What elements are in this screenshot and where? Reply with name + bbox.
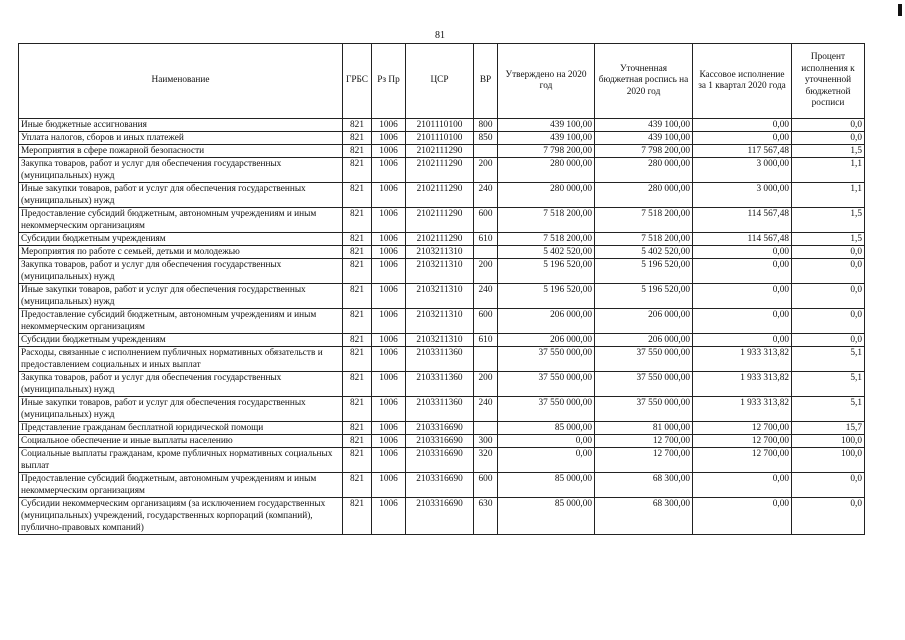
- cell-refined: 37 550 000,00: [595, 397, 693, 422]
- cell-cash: 0,00: [693, 119, 792, 132]
- cell-percent: 0,0: [792, 132, 865, 145]
- table-body: [19, 119, 865, 535]
- header-grbs: ГРБС: [343, 44, 372, 119]
- cell-percent: 1,5: [792, 145, 865, 158]
- cell-vr: 850: [474, 132, 498, 145]
- cell-name: Закупка товаров, работ и услуг для обеспечения государственных (муниципальных) нужд: [19, 372, 343, 397]
- header-refined: Уточненная бюджетная роспись на 2020 год: [595, 44, 693, 119]
- cell-refined: 7 518 200,00: [595, 208, 693, 233]
- cell-percent: 0,0: [792, 284, 865, 309]
- cell-name: Социальные выплаты гражданам, кроме публичных нормативных социальных выплат: [19, 448, 343, 473]
- table-row: [19, 119, 865, 132]
- cell-grbs: 821: [343, 334, 372, 347]
- cell-cash: 3 000,00: [693, 158, 792, 183]
- cell-csr: 2102111290: [406, 233, 474, 246]
- cell-csr: 2103311360: [406, 397, 474, 422]
- cell-rzpr: 1006: [372, 372, 406, 397]
- cell-name: Предоставление субсидий бюджетным, автономным учреждениям и иным некоммерческим организациям: [19, 473, 343, 498]
- cell-rzpr: 1006: [372, 422, 406, 435]
- cell-vr: 600: [474, 208, 498, 233]
- cell-csr: 2101110100: [406, 119, 474, 132]
- cell-approved: 206 000,00: [498, 334, 595, 347]
- cell-vr: 240: [474, 284, 498, 309]
- cell-approved: 280 000,00: [498, 183, 595, 208]
- cell-vr: 600: [474, 473, 498, 498]
- cell-grbs: 821: [343, 284, 372, 309]
- cell-cash: 0,00: [693, 334, 792, 347]
- cell-name: Субсидии бюджетным учреждениям: [19, 334, 343, 347]
- cell-rzpr: 1006: [372, 448, 406, 473]
- cell-name: Субсидии бюджетным учреждениям: [19, 233, 343, 246]
- cell-rzpr: 1006: [372, 132, 406, 145]
- cell-refined: 280 000,00: [595, 158, 693, 183]
- cell-vr: [474, 246, 498, 259]
- cell-rzpr: 1006: [372, 259, 406, 284]
- cell-refined: 7 798 200,00: [595, 145, 693, 158]
- cell-name: Социальное обеспечение и иные выплаты населению: [19, 435, 343, 448]
- cell-rzpr: 1006: [372, 334, 406, 347]
- cell-approved: 439 100,00: [498, 119, 595, 132]
- cell-percent: 100,0: [792, 435, 865, 448]
- cell-approved: 280 000,00: [498, 158, 595, 183]
- cell-rzpr: 1006: [372, 284, 406, 309]
- cell-csr: 2103316690: [406, 473, 474, 498]
- cell-cash: 1 933 313,82: [693, 347, 792, 372]
- cell-vr: 200: [474, 259, 498, 284]
- cell-grbs: 821: [343, 119, 372, 132]
- cell-name: Закупка товаров, работ и услуг для обеспечения государственных (муниципальных) нужд: [19, 259, 343, 284]
- budget-execution-table: [18, 43, 865, 535]
- cell-csr: 2102111290: [406, 183, 474, 208]
- cell-grbs: 821: [343, 145, 372, 158]
- cell-cash: 12 700,00: [693, 435, 792, 448]
- header-approved: Утверждено на 2020 год: [498, 44, 595, 119]
- cell-approved: 7 518 200,00: [498, 233, 595, 246]
- cell-cash: 0,00: [693, 498, 792, 535]
- table-row: [19, 498, 865, 535]
- table-row: [19, 422, 865, 435]
- cell-percent: 1,1: [792, 183, 865, 208]
- cell-csr: 2101110100: [406, 132, 474, 145]
- cell-grbs: 821: [343, 498, 372, 535]
- cell-grbs: 821: [343, 435, 372, 448]
- cell-csr: 2103311360: [406, 372, 474, 397]
- cell-csr: 2103316690: [406, 435, 474, 448]
- cell-percent: 0,0: [792, 473, 865, 498]
- cell-approved: 37 550 000,00: [498, 372, 595, 397]
- cell-refined: 439 100,00: [595, 119, 693, 132]
- cell-cash: 12 700,00: [693, 448, 792, 473]
- cell-rzpr: 1006: [372, 347, 406, 372]
- cell-percent: 5,1: [792, 347, 865, 372]
- cell-csr: 2103316690: [406, 448, 474, 473]
- cell-cash: 0,00: [693, 246, 792, 259]
- page-number: 81: [435, 30, 445, 41]
- cell-percent: 0,0: [792, 498, 865, 535]
- cell-cash: 3 000,00: [693, 183, 792, 208]
- table-row: [19, 309, 865, 334]
- cell-name: Расходы, связанные с исполнением публичных нормативных обязательств и предоставлением социальных и иных выплат: [19, 347, 343, 372]
- cell-rzpr: 1006: [372, 233, 406, 246]
- cell-grbs: 821: [343, 372, 372, 397]
- cell-cash: 117 567,48: [693, 145, 792, 158]
- table-row: [19, 208, 865, 233]
- cell-grbs: 821: [343, 208, 372, 233]
- cell-refined: 5 402 520,00: [595, 246, 693, 259]
- cell-percent: 100,0: [792, 448, 865, 473]
- cell-name: Субсидии некоммерческим организациям (за исключением государственных (муниципальных) учреждений, государственных корпораций (компаний), публично-правовых компаний): [19, 498, 343, 535]
- cell-name: Иные закупки товаров, работ и услуг для обеспечения государственных (муниципальных) нужд: [19, 183, 343, 208]
- cell-refined: 12 700,00: [595, 435, 693, 448]
- cell-name: Мероприятия в сфере пожарной безопасности: [19, 145, 343, 158]
- cell-rzpr: 1006: [372, 208, 406, 233]
- cell-approved: 37 550 000,00: [498, 397, 595, 422]
- scan-edge-mark: [898, 4, 902, 16]
- cell-vr: [474, 422, 498, 435]
- table-row: [19, 448, 865, 473]
- cell-grbs: 821: [343, 259, 372, 284]
- cell-name: Иные закупки товаров, работ и услуг для обеспечения государственных (муниципальных) нужд: [19, 397, 343, 422]
- cell-approved: 7 798 200,00: [498, 145, 595, 158]
- cell-rzpr: 1006: [372, 498, 406, 535]
- cell-csr: 2103211310: [406, 246, 474, 259]
- cell-grbs: 821: [343, 347, 372, 372]
- cell-grbs: 821: [343, 158, 372, 183]
- cell-name: Предоставление субсидий бюджетным, автономным учреждениям и иным некоммерческим организациям: [19, 309, 343, 334]
- header-rzpr: Рз Пр: [372, 44, 406, 119]
- table-row: [19, 183, 865, 208]
- cell-vr: [474, 347, 498, 372]
- cell-rzpr: 1006: [372, 119, 406, 132]
- cell-rzpr: 1006: [372, 397, 406, 422]
- cell-approved: 5 402 520,00: [498, 246, 595, 259]
- header-vr: ВР: [474, 44, 498, 119]
- cell-rzpr: 1006: [372, 435, 406, 448]
- cell-cash: 114 567,48: [693, 233, 792, 246]
- cell-grbs: 821: [343, 397, 372, 422]
- table-row: [19, 435, 865, 448]
- cell-percent: 1,1: [792, 158, 865, 183]
- cell-refined: 37 550 000,00: [595, 347, 693, 372]
- table-row: [19, 372, 865, 397]
- cell-vr: [474, 145, 498, 158]
- cell-approved: 5 196 520,00: [498, 259, 595, 284]
- cell-grbs: 821: [343, 233, 372, 246]
- cell-approved: 7 518 200,00: [498, 208, 595, 233]
- cell-vr: 200: [474, 158, 498, 183]
- cell-name: Представление гражданам бесплатной юридической помощи: [19, 422, 343, 435]
- cell-approved: 85 000,00: [498, 498, 595, 535]
- cell-rzpr: 1006: [372, 183, 406, 208]
- cell-cash: 12 700,00: [693, 422, 792, 435]
- cell-csr: 2103211310: [406, 334, 474, 347]
- cell-csr: 2103316690: [406, 498, 474, 535]
- table-row: [19, 158, 865, 183]
- cell-refined: 206 000,00: [595, 334, 693, 347]
- cell-csr: 2102111290: [406, 158, 474, 183]
- cell-name: Иные закупки товаров, работ и услуг для обеспечения государственных (муниципальных) нужд: [19, 284, 343, 309]
- header-csr: ЦСР: [406, 44, 474, 119]
- cell-percent: 1,5: [792, 233, 865, 246]
- cell-vr: 240: [474, 397, 498, 422]
- cell-approved: 0,00: [498, 435, 595, 448]
- cell-percent: 0,0: [792, 246, 865, 259]
- cell-percent: 5,1: [792, 372, 865, 397]
- cell-grbs: 821: [343, 309, 372, 334]
- table-row: [19, 233, 865, 246]
- cell-grbs: 821: [343, 448, 372, 473]
- cell-approved: 206 000,00: [498, 309, 595, 334]
- table-header-row: [19, 44, 865, 119]
- cell-percent: 1,5: [792, 208, 865, 233]
- table-row: [19, 145, 865, 158]
- cell-name: Иные бюджетные ассигнования: [19, 119, 343, 132]
- cell-cash: 114 567,48: [693, 208, 792, 233]
- cell-refined: 68 300,00: [595, 473, 693, 498]
- table-row: [19, 397, 865, 422]
- cell-grbs: 821: [343, 246, 372, 259]
- cell-percent: 0,0: [792, 259, 865, 284]
- cell-approved: 0,00: [498, 448, 595, 473]
- cell-cash: 0,00: [693, 132, 792, 145]
- cell-cash: 1 933 313,82: [693, 397, 792, 422]
- cell-rzpr: 1006: [372, 309, 406, 334]
- cell-refined: 37 550 000,00: [595, 372, 693, 397]
- cell-cash: 0,00: [693, 309, 792, 334]
- cell-rzpr: 1006: [372, 145, 406, 158]
- cell-rzpr: 1006: [372, 246, 406, 259]
- header-cash: Кассовое исполнение за 1 квартал 2020 года: [693, 44, 792, 119]
- table-row: [19, 473, 865, 498]
- cell-approved: 439 100,00: [498, 132, 595, 145]
- cell-vr: 300: [474, 435, 498, 448]
- table-row: [19, 259, 865, 284]
- cell-refined: 5 196 520,00: [595, 259, 693, 284]
- cell-approved: 37 550 000,00: [498, 347, 595, 372]
- cell-csr: 2103316690: [406, 422, 474, 435]
- cell-refined: 81 000,00: [595, 422, 693, 435]
- cell-vr: 630: [474, 498, 498, 535]
- cell-csr: 2103211310: [406, 284, 474, 309]
- cell-vr: 600: [474, 309, 498, 334]
- cell-vr: 320: [474, 448, 498, 473]
- cell-cash: 0,00: [693, 284, 792, 309]
- cell-grbs: 821: [343, 422, 372, 435]
- cell-refined: 439 100,00: [595, 132, 693, 145]
- cell-csr: 2103311360: [406, 347, 474, 372]
- header-percent: Процент исполнения к уточненной бюджетной росписи: [792, 44, 865, 119]
- table-row: [19, 284, 865, 309]
- cell-csr: 2103211310: [406, 309, 474, 334]
- cell-approved: 85 000,00: [498, 473, 595, 498]
- table-row: [19, 347, 865, 372]
- cell-grbs: 821: [343, 183, 372, 208]
- cell-vr: 610: [474, 334, 498, 347]
- cell-name: Предоставление субсидий бюджетным, автономным учреждениям и иным некоммерческим организациям: [19, 208, 343, 233]
- cell-cash: 0,00: [693, 473, 792, 498]
- cell-refined: 5 196 520,00: [595, 284, 693, 309]
- cell-vr: 610: [474, 233, 498, 246]
- cell-vr: 800: [474, 119, 498, 132]
- cell-percent: 5,1: [792, 397, 865, 422]
- cell-refined: 68 300,00: [595, 498, 693, 535]
- cell-name: Мероприятия по работе с семьей, детьми и молодежью: [19, 246, 343, 259]
- cell-rzpr: 1006: [372, 158, 406, 183]
- table-row: [19, 246, 865, 259]
- cell-percent: 0,0: [792, 334, 865, 347]
- cell-approved: 85 000,00: [498, 422, 595, 435]
- cell-approved: 5 196 520,00: [498, 284, 595, 309]
- cell-percent: 0,0: [792, 119, 865, 132]
- cell-percent: 15,7: [792, 422, 865, 435]
- cell-csr: 2102111290: [406, 145, 474, 158]
- cell-name: Уплата налогов, сборов и иных платежей: [19, 132, 343, 145]
- cell-rzpr: 1006: [372, 473, 406, 498]
- cell-refined: 7 518 200,00: [595, 233, 693, 246]
- cell-grbs: 821: [343, 132, 372, 145]
- cell-csr: 2103211310: [406, 259, 474, 284]
- cell-vr: 200: [474, 372, 498, 397]
- cell-cash: 0,00: [693, 259, 792, 284]
- cell-vr: 240: [474, 183, 498, 208]
- cell-grbs: 821: [343, 473, 372, 498]
- cell-name: Закупка товаров, работ и услуг для обеспечения государственных (муниципальных) нужд: [19, 158, 343, 183]
- table-row: [19, 132, 865, 145]
- table-row: [19, 334, 865, 347]
- cell-csr: 2102111290: [406, 208, 474, 233]
- cell-refined: 206 000,00: [595, 309, 693, 334]
- cell-refined: 12 700,00: [595, 448, 693, 473]
- cell-cash: 1 933 313,82: [693, 372, 792, 397]
- cell-refined: 280 000,00: [595, 183, 693, 208]
- header-name: Наименование: [19, 44, 343, 119]
- cell-percent: 0,0: [792, 309, 865, 334]
